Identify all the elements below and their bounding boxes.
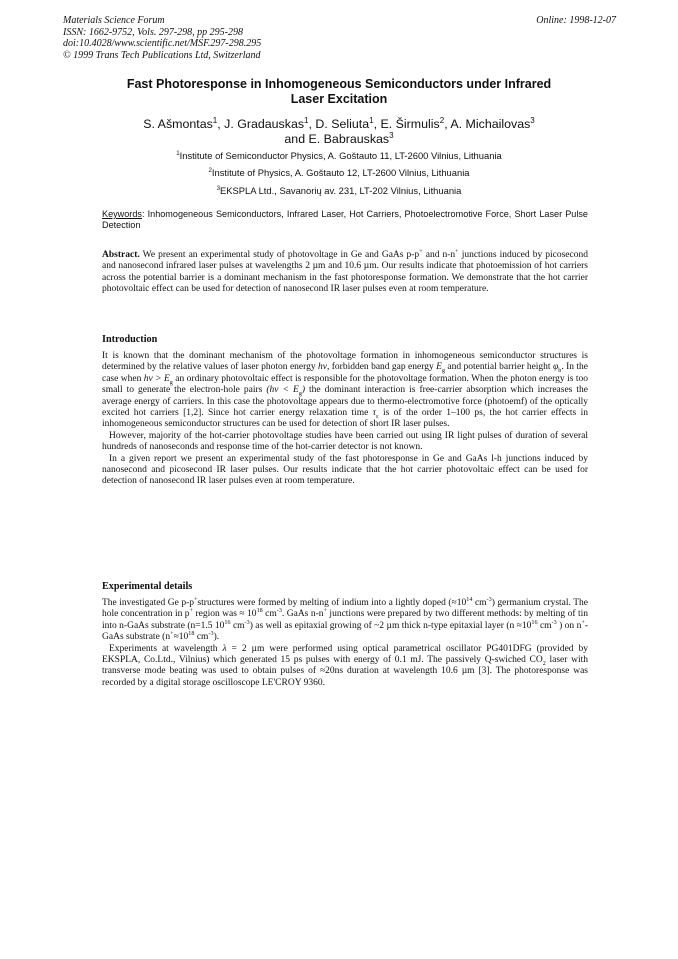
affiliation-mark: 1 — [304, 115, 309, 125]
affiliation-mark: 1 — [212, 115, 218, 125]
superscript: -3 — [551, 619, 557, 626]
text-run: cm — [230, 620, 245, 631]
superscript: 18 — [256, 608, 263, 615]
superscript: 18 — [188, 631, 195, 638]
keywords-label: Keywords — [102, 209, 142, 219]
experimental-heading: Experimental details — [102, 581, 193, 592]
superscript: 16 — [224, 619, 231, 626]
text-run: . GaAs n-n — [281, 609, 324, 620]
affiliation-mark: 1 — [176, 149, 180, 157]
superscript: + — [419, 248, 423, 255]
text-run: structures were formed by melting of indium into a lightly doped (≈10 — [197, 598, 467, 608]
affiliation-2 — [60, 167, 618, 178]
math-symbol: (hν < E — [266, 385, 299, 396]
abstract — [102, 250, 588, 296]
text-run: junctions were prepared by two different methods: by melting of tin into n-GaAs substrate (n=1.5 10 — [102, 609, 588, 631]
text-run: ≈10 — [173, 632, 189, 643]
text-run: ) as well as epitaxial growing of ~2 µm thick n-type epitaxial layer (n ≈10 — [249, 620, 532, 631]
text-run: cm — [262, 609, 277, 620]
abstract-text: junctions induced by picosecond and nanosecond infrared laser pulses at wavelengths 2 µm and 10.6 µm. Our results indicate that photoemission of hot carriers across the potential barrier is a dominant mechanism in the fast photoresponse formation. We demonstrate that the hot carrier photovoltaic effect can be used for detection of nanosecond IR laser pulses even at room temperature. — [102, 250, 588, 295]
superscript: 14 — [466, 596, 473, 603]
affiliation-text: Institute of Physics, A. Goštauto 12, LT-2600 Vilnius, Lithuania — [211, 167, 470, 178]
text-run: the dominant interaction is free-carrier absorption which increases the average energy of carriers. In this case the photovoltage appears due to thermo-electromotive force (photoemf) of the optically excited hot carriers [1,2]. Since hot carrier energy relaxation time — [102, 385, 588, 419]
keywords-block — [102, 209, 588, 231]
author-name: , J. Gradauskas — [217, 117, 305, 131]
text-run: an ordinary photovoltaic effect is responsible for the photovoltage formation. When the photon energy is too small to generate the electron-hole pairs — [102, 373, 588, 396]
introduction-heading: Introduction — [102, 334, 158, 345]
author-name: , D. Seliuta — [308, 117, 370, 131]
intro-paragraph-3: In a given report we present an experimental study of the fast photoresponse in Ge and GaAs l-h junctions induced by nanosecond and picosecond IR laser pulses. Our results indicate that the hot carrier photovoltaic effect can be used for detection of nanosecond IR laser pulses even at room temperature. — [102, 453, 588, 487]
subscript: g — [441, 368, 445, 375]
abstract-text: We present an experimental study of photovoltage in Ge and GaAs p-p — [139, 250, 420, 260]
abstract-label: Abstract. — [102, 250, 140, 260]
text-run: cm — [537, 620, 552, 631]
abstract-text: and n-n — [422, 250, 456, 260]
intro-paragraph-1 — [102, 351, 588, 431]
author-name: and E. Babrauskas — [284, 131, 390, 146]
text-run: and potential barrier height — [445, 362, 553, 373]
affiliation-mark: 3 — [389, 130, 394, 140]
text-run: cm — [472, 598, 487, 608]
math-symbol: φ — [552, 362, 559, 373]
math-symbol: hν — [318, 362, 327, 373]
text-run: ) germanium crystal. The hole concentration in p — [102, 598, 589, 620]
math-symbol: ) — [301, 385, 306, 396]
experimental-body — [102, 598, 588, 689]
affiliation-text: EKSPLA Ltd., Savanorių av. 231, LT-202 Vilnius, Lithuania — [220, 185, 462, 196]
journal-name: Materials Science Forum — [63, 15, 165, 26]
text-run: The investigated Ge p-p — [102, 598, 194, 608]
text-run: cm — [194, 632, 209, 643]
superscript: -3 — [486, 596, 492, 603]
math-symbol: λ — [222, 643, 227, 654]
superscript: -3 — [208, 631, 214, 638]
author-name: S. Ašmontas — [143, 117, 213, 131]
introduction-body — [102, 351, 588, 488]
copyright-line: © 1999 Trans Tech Publications Ltd, Switzerland — [63, 49, 261, 61]
affiliation-mark: 3 — [530, 115, 535, 125]
subscript: b — [558, 368, 562, 375]
intro-paragraph-2: However, majority of the hot-carrier photovoltage studies have been carried out using IR light pulses of duration of several hundreds of nanoseconds and response time of the hot-carrier detector is not known. — [102, 430, 588, 453]
title-line-2: Laser Excitation — [290, 91, 388, 106]
math-symbol: hν > E — [143, 373, 170, 384]
doi-line[interactable]: doi:10.4028/www.scientific.net/MSF.297-298.295 — [63, 38, 262, 49]
text-run: laser with transverse mode beating was used to obtain pulses of ≈20ns duration at wavelength 10.6 µm [3]. The photoresponse was recorded by a digital storage oscilloscope LE'CROY 9360. — [102, 655, 588, 688]
exp-paragraph-2 — [102, 644, 588, 690]
text-run: ) on n — [556, 620, 582, 631]
author-name: , A. Michailovas — [444, 117, 531, 131]
affiliation-mark: 1 — [369, 115, 374, 125]
authors-line-2 — [60, 132, 618, 147]
superscript: + — [323, 608, 327, 615]
affiliation-3 — [60, 185, 618, 196]
affiliation-mark: 2 — [208, 166, 212, 174]
author-name: , E. Širmulis — [373, 117, 440, 131]
author-list — [60, 117, 618, 146]
paper-title — [60, 77, 618, 106]
exp-paragraph-1 — [102, 598, 588, 644]
keywords-text: : Inhomogeneous Semiconductors, Infrared Laser, Hot Carriers, Photoelectromotive Force, Short Laser Pulse Detection — [102, 209, 588, 230]
text-run: . In the case when — [102, 362, 588, 384]
subscript: 2 — [542, 660, 546, 667]
subscript: ε — [376, 413, 379, 420]
math-symbol: E — [436, 362, 442, 373]
math-symbol: τ — [372, 408, 377, 419]
title-line-1: Fast Photoresponse in Inhomogeneous Semiconductors under Infrared — [126, 77, 552, 91]
affiliation-mark: 3 — [216, 184, 221, 192]
authors-line-1 — [60, 117, 618, 132]
affiliation-text: Institute of Semiconductor Physics, A. Goštauto 11, LT-2600 Vilnius, Lithuania — [179, 150, 502, 161]
text-run: is of the order 1–100 ps, the hot carrier effects in inhomogeneous semiconductor structures can be used for detection of short IR laser pulses. — [102, 408, 588, 430]
superscript: -3 — [276, 608, 282, 615]
text-run: , forbidden band gap energy — [326, 362, 437, 373]
text-run: Experiments at wavelength — [109, 643, 223, 654]
superscript: + — [189, 608, 194, 615]
issn-line: ISSN: 1662-9752, Vols. 297-298, pp 295-298 — [63, 26, 243, 38]
subscript: g — [298, 391, 302, 398]
affiliation-mark: 2 — [439, 115, 445, 125]
superscript: -3 — [244, 619, 250, 626]
journal-header — [63, 15, 261, 61]
text-run: -GaAs substrate (n — [102, 620, 588, 643]
subscript: g — [169, 379, 173, 386]
online-date: Online: 1998-12-07 — [536, 15, 616, 26]
superscript: 16 — [531, 619, 538, 626]
superscript: + — [581, 619, 585, 626]
text-run: = 2 µm were performed using optical parametrical oscillator PG401DFG (provided by EKSPLA, Co.Ltd., Vilnius) which generated 15 ps pulses with energy of 0.1 mJ. The passively Q-swiched CO — [102, 643, 588, 666]
affiliation-1 — [60, 150, 618, 161]
superscript: + — [170, 631, 174, 638]
text-run: It is known that the dominant mechanism of the photovoltage formation in inhomogeneous semiconductor structures is determined by the relative values of laser photon energy — [102, 351, 588, 373]
superscript: + — [193, 596, 198, 603]
text-run: region was ≈ 10 — [193, 609, 257, 620]
superscript: + — [455, 248, 459, 255]
text-run: ). — [213, 632, 220, 643]
